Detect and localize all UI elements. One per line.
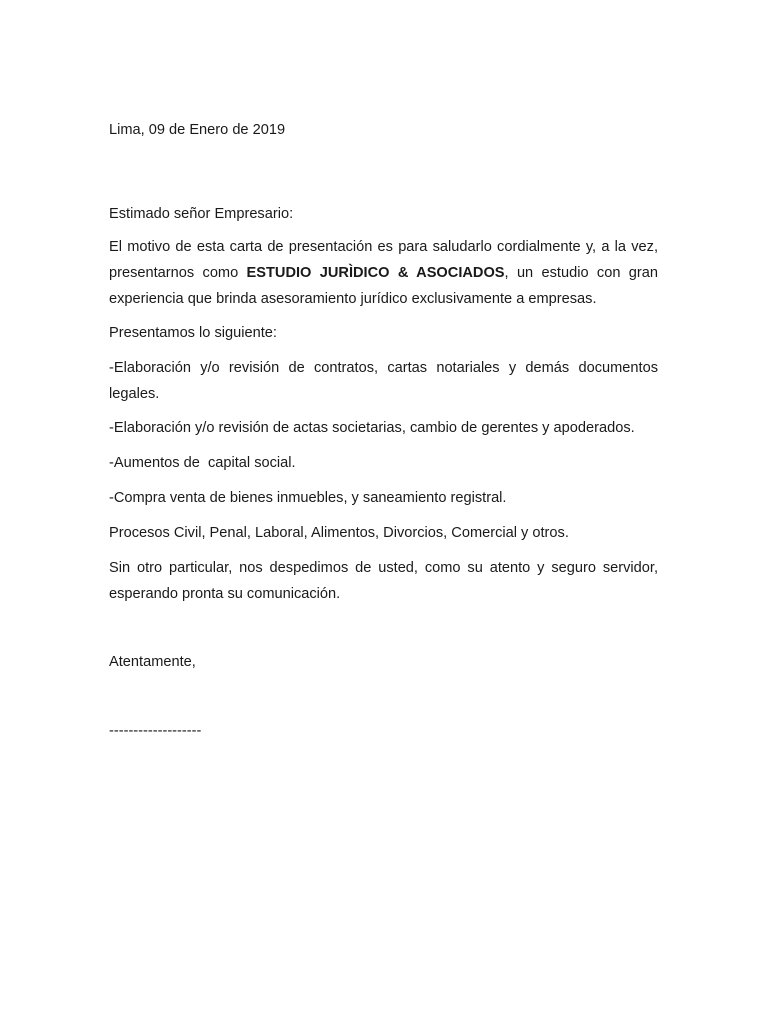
closing: Atentamente, (109, 654, 196, 670)
signature-line: ------------------- (109, 723, 202, 739)
intro-text-before: El motivo de esta carta de presentación es para saludarlo cordialmente y, a la vez, presentarnos como (109, 239, 658, 281)
intro-text-after: , un estudio con gran experiencia que brinda asesoramiento jurídico exclusivamente a empresas. (109, 265, 658, 307)
intro-paragraph (109, 234, 658, 312)
processes-paragraph: Procesos Civil, Penal, Laboral, Alimentos, Divorcios, Comercial y otros. (109, 525, 569, 541)
salutation: Estimado señor Empresario: (109, 206, 294, 222)
services-intro: Presentamos lo siguiente: (109, 325, 277, 341)
farewell-paragraph: Sin otro particular, nos despedimos de usted, como su atento y seguro servidor, esperando pronta su comunicación. (109, 560, 658, 602)
service-item-contracts: -Elaboración y/o revisión de contratos, cartas notariales y demás documentos legales. (109, 360, 658, 402)
date-line: Lima, 09 de Enero de 2019 (109, 122, 286, 138)
service-item-corporate-acts: -Elaboración y/o revisión de actas societarias, cambio de gerentes y apoderados. (109, 420, 635, 436)
service-item-real-estate: -Compra venta de bienes inmuebles, y saneamiento registral. (109, 490, 507, 506)
firm-name: ESTUDIO JURÌDICO & ASOCIADOS (246, 265, 505, 281)
service-item-capital: -Aumentos de capital social. (109, 455, 296, 471)
